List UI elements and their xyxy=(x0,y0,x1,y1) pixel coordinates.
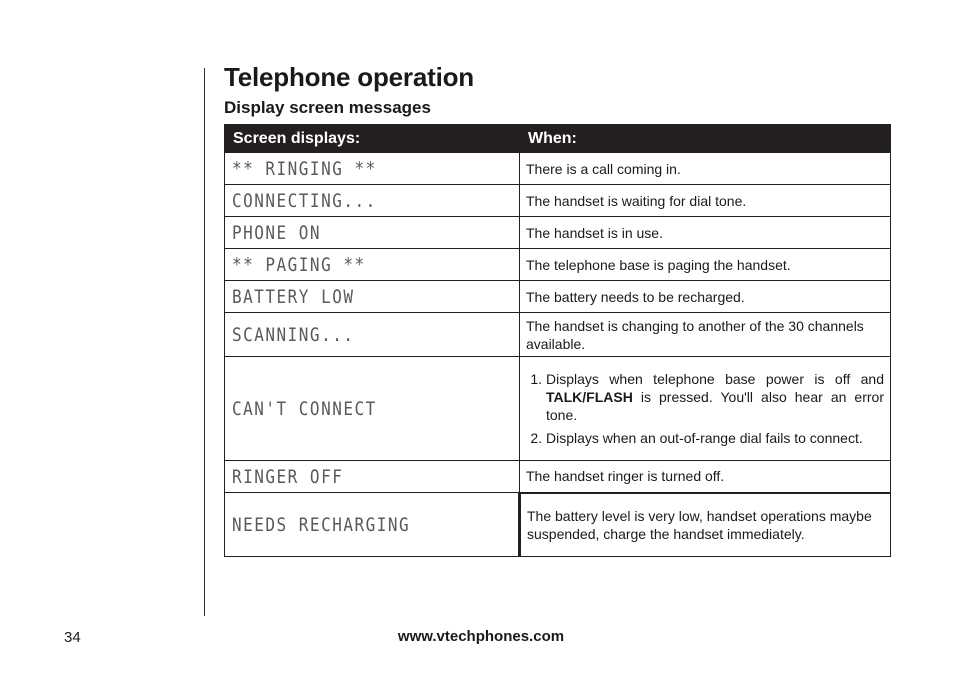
table-row xyxy=(225,313,891,357)
table-row xyxy=(225,217,891,249)
table-row xyxy=(225,281,891,313)
when-description: The handset ringer is turned off. xyxy=(520,461,891,493)
screen-display-text: BATTERY LOW xyxy=(225,281,520,313)
table-row xyxy=(225,185,891,217)
table-row xyxy=(225,249,891,281)
screen-display-text: CAN'T CONNECT xyxy=(225,357,520,461)
column-header-when: When: xyxy=(520,125,891,153)
when-description: The handset is waiting for dial tone. xyxy=(520,185,891,217)
table-row xyxy=(225,461,891,493)
when-description: The battery needs to be recharged. xyxy=(520,281,891,313)
display-messages-table xyxy=(224,124,891,557)
when-description: The handset is in use. xyxy=(520,217,891,249)
column-header-screen-displays: Screen displays: xyxy=(225,125,520,153)
section-subtitle: Display screen messages xyxy=(224,98,431,117)
screen-display-text: CONNECTING... xyxy=(225,185,520,217)
table-header-row xyxy=(225,125,891,153)
screen-display-text: RINGER OFF xyxy=(225,461,520,493)
screen-display-text: ** RINGING ** xyxy=(225,153,520,185)
page-number: 34 xyxy=(64,629,81,646)
screen-display-text: PHONE ON xyxy=(225,217,520,249)
when-steps-list xyxy=(526,370,884,447)
when-step: 2. Displays when an out-of-range dial fails to connect. xyxy=(546,429,884,447)
when-description: The telephone base is paging the handset. xyxy=(520,249,891,281)
website-url: www.vtechphones.com xyxy=(397,628,565,645)
screen-display-text: ** PAGING ** xyxy=(225,249,520,281)
when-description: The battery level is very low, handset operations maybe suspended, charge the handset immediately. xyxy=(520,493,891,557)
when-step: 1. Displays when telephone base power is off and TALK/FLASH is pressed. You'll also hear an error tone. xyxy=(546,370,884,424)
when-description: The handset is changing to another of the 30 channels available. xyxy=(520,313,891,357)
table-row xyxy=(225,493,891,557)
when-description xyxy=(520,357,891,461)
screen-display-text: SCANNING... xyxy=(225,313,520,357)
margin-rule xyxy=(204,68,205,616)
when-description: There is a call coming in. xyxy=(520,153,891,185)
page-title: Telephone operation xyxy=(224,62,474,92)
screen-display-text: NEEDS RECHARGING xyxy=(225,493,520,557)
table-row xyxy=(225,357,891,461)
key-name: TALK/FLASH xyxy=(546,389,633,405)
table-row xyxy=(225,153,891,185)
